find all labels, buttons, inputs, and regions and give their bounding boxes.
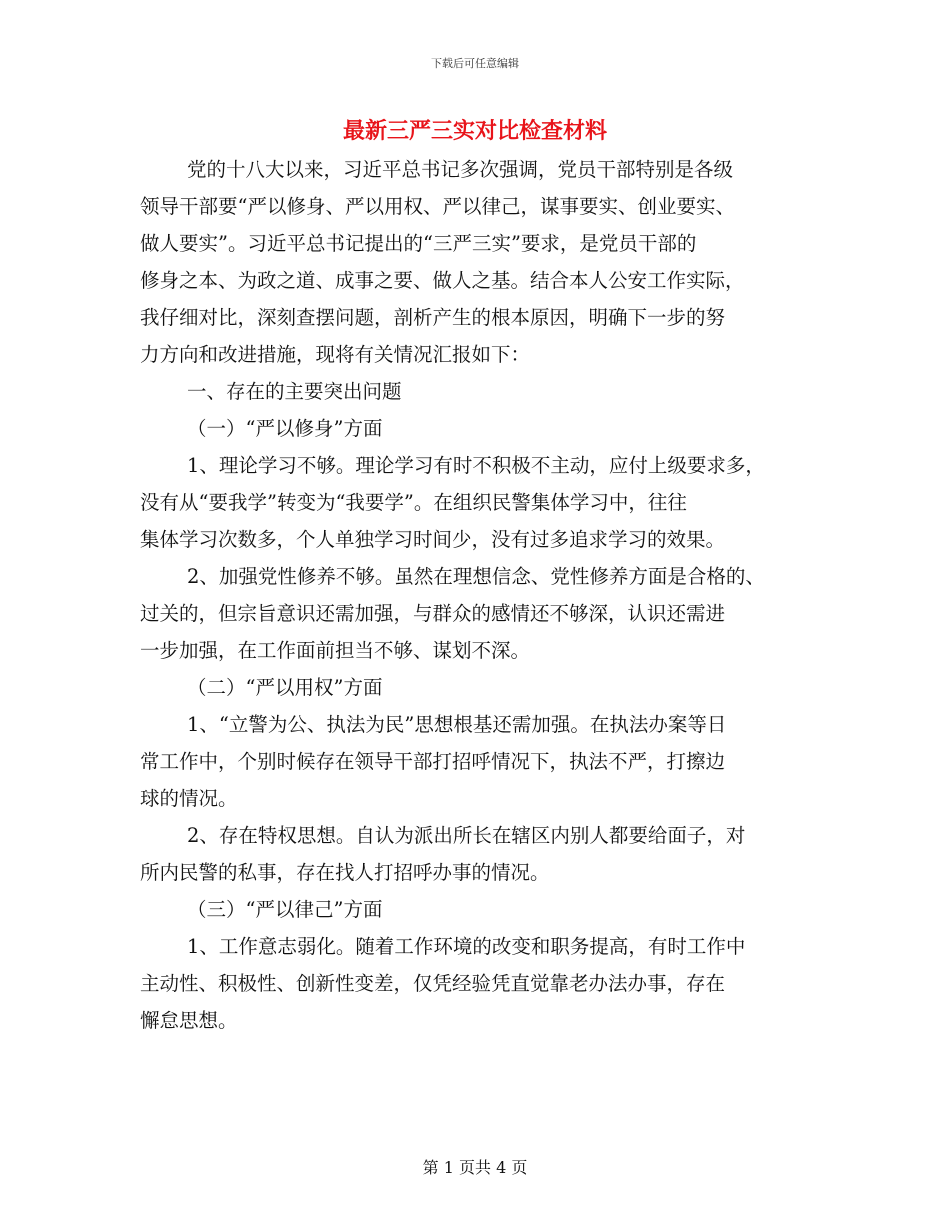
paragraph-line: 2、存在特权思想。自认为派出所长在辖区内别人都要给面子，对 <box>187 824 746 847</box>
subsection-heading: （二）“严以用权”方面 <box>187 676 383 699</box>
paragraph-line: 修身之本、为政之道、成事之要、做人之基。结合本人公安工作实际， <box>140 269 745 292</box>
section-heading: 一、存在的主要突出问题 <box>187 380 402 403</box>
paragraph-line: 主动性、积极性、创新性变差，仅凭经验凭直觉靠老办法办事，存在 <box>140 972 726 995</box>
paragraph-line: 1、工作意志弱化。随着工作环境的改变和职务提高，有时工作中 <box>187 935 746 958</box>
page-footer: 第 1 页共 4 页 <box>422 1158 528 1177</box>
document-body <box>140 151 830 1039</box>
paragraph-line: 常工作中，个别时候存在领导干部打招呼情况下，执法不严，打擦边 <box>140 750 726 773</box>
paragraph-line: 做人要实”。习近平总书记提出的“三严三实”要求，是党员干部的 <box>140 232 697 255</box>
paragraph-line: 所内民警的私事，存在找人打招呼办事的情况。 <box>140 861 550 884</box>
paragraph-line: 集体学习次数多，个人单独学习时间少，没有过多追求学习的效果。 <box>140 528 726 551</box>
paragraph-line: 领导干部要“严以修身、严以用权、严以律己，谋事要实、创业要实、 <box>140 195 735 218</box>
paragraph-line: 1、理论学习不够。理论学习有时不积极不主动，应付上级要求多， <box>187 454 765 477</box>
paragraph-line: 1、“立警为公、执法为民”思想根基还需加强。在执法办案等日 <box>187 713 727 736</box>
paragraph-line: 2、加强党性修养不够。虽然在理想信念、党性修养方面是合格的、 <box>187 565 765 588</box>
paragraph-line: 懈怠思想。 <box>140 1009 238 1032</box>
subsection-heading: （三）“严以律己”方面 <box>187 898 383 921</box>
paragraph-line: 我仔细对比，深刻查摆问题，剖析产生的根本原因，明确下一步的努 <box>140 306 726 329</box>
paragraph-line: 没有从“要我学”转变为“我要学”。在组织民警集体学习中，往往 <box>140 491 687 514</box>
paragraph-line: 过关的，但宗旨意识还需加强，与群众的感情还不够深，认识还需进 <box>140 602 726 625</box>
paragraph-line: 球的情况。 <box>140 787 238 810</box>
header-note: 下载后可任意编辑 <box>431 57 519 70</box>
paragraph-line: 党的十八大以来，习近平总书记多次强调，党员干部特别是各级 <box>187 158 734 181</box>
subsection-heading: （一）“严以修身”方面 <box>187 417 383 440</box>
paragraph-line: 力方向和改进措施，现将有关情况汇报如下： <box>140 343 531 366</box>
document-title: 最新三严三实对比检查材料 <box>342 118 607 144</box>
paragraph-line: 一步加强，在工作面前担当不够、谋划不深。 <box>140 639 531 662</box>
